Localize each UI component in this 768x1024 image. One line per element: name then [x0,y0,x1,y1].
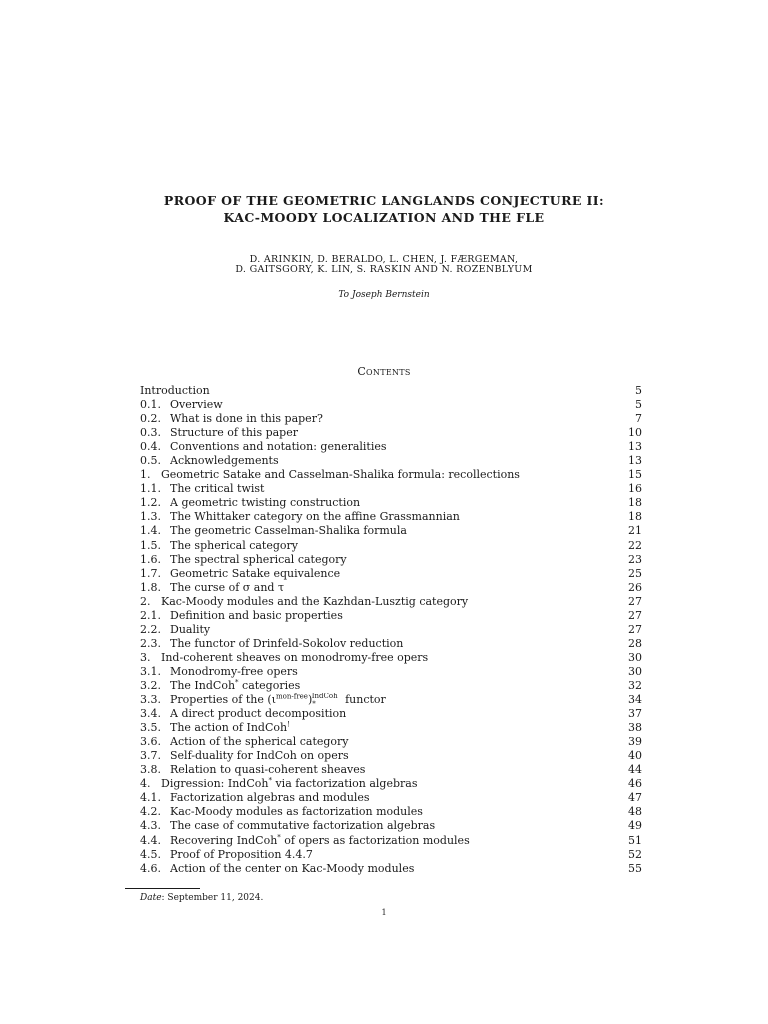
authors-line-1: D. ARINKIN, D. BERALDO, L. CHEN, J. FÆRGEMAN, [249,254,519,265]
toc-entry[interactable] [140,679,642,693]
toc-entry-page: 47 [628,791,642,805]
toc-entry-number: 3. [140,650,151,664]
toc-entry-title: Monodromy-free opers [170,664,298,678]
toc-entry[interactable] [140,763,642,777]
toc-entry-title: The critical twist [170,482,265,496]
toc-entry[interactable] [140,777,642,791]
toc-entry[interactable] [140,637,642,651]
toc-entry[interactable] [140,595,642,609]
toc-title-part: mon-free [276,693,308,701]
toc-entry-title: The spectral spherical category [170,552,347,566]
toc-entry-page: 34 [628,693,642,707]
toc-title-part: functor [341,693,386,707]
toc-entry-page: 27 [628,622,642,636]
toc-entry-page: 13 [628,440,642,454]
toc-entry-page: 30 [628,650,642,664]
toc-title-part: * [235,678,239,687]
toc-entry-title: Kac-Moody modules as factorization modules [170,805,423,819]
toc-entry-number: 4. [140,777,151,791]
toc-entry-page: 23 [628,552,642,566]
toc-entry-page: 27 [628,594,642,608]
toc-entry[interactable] [140,834,642,848]
toc-entry-number: 1.2. [140,496,161,510]
toc-entry-title: Overview [170,398,223,412]
dedication: To Joseph Bernstein [338,290,430,300]
toc-entry-title [161,777,612,791]
toc-entry-number: 4.5. [140,847,161,861]
toc-entry-title: The case of commutative factorization algebras [170,819,436,833]
toc-entry-page: 32 [628,678,642,692]
toc-entry-page: 22 [628,538,642,552]
toc-entry-number: 1.7. [140,566,161,580]
toc-entry-number: 4.4. [140,833,161,847]
toc-entry-number: 2.3. [140,636,161,650]
toc-entry[interactable] [140,693,642,707]
toc-entry-page: 25 [628,566,642,580]
toc-entry-number: 0.1. [140,398,161,412]
toc-entry-number: 3.7. [140,749,161,763]
toc-entry[interactable] [140,496,642,510]
toc-entry[interactable] [140,623,642,637]
toc-entry-number: 1.3. [140,510,161,524]
toc-entry-title: A direct product decomposition [170,707,347,721]
toc-title-part: * [312,700,316,708]
toc-title-part: Recovering IndCoh [170,833,278,847]
toc-entry-page: 13 [628,454,642,468]
toc-entry-number: 4.2. [140,805,161,819]
toc-title-part: The action of IndCoh [170,721,288,735]
toc-entry[interactable] [140,567,642,581]
toc-entry-number: 2. [140,594,151,608]
toc-entry-number: 0.2. [140,412,161,426]
toc-entry-number: 3.2. [140,678,161,692]
footnote-date [140,893,263,903]
toc-entry-title: What is done in this paper? [170,412,323,426]
toc-entry[interactable] [140,524,642,538]
toc-entry-title: Geometric Satake equivalence [170,566,341,580]
toc-entry-page: 18 [628,496,642,510]
footnote-text: : September 11, 2024. [161,893,264,903]
toc-entry[interactable] [140,468,642,482]
toc-entry[interactable] [140,791,642,805]
toc-entry[interactable] [140,539,642,553]
toc-entry-title: Structure of this paper [170,426,298,440]
authors-line-2: D. GAITSGORY, K. LIN, S. RASKIN AND N. ROZENBLYUM [235,264,533,275]
toc-entry[interactable] [140,581,642,595]
toc-title-part: * [277,833,281,841]
toc-entry-title: The Whittaker category on the affine Grassmannian [170,510,460,524]
toc-entry[interactable] [140,398,642,412]
toc-entry-title: Definition and basic properties [170,608,343,622]
toc-entry-title: Acknowledgements [170,454,279,468]
contents-heading: Contents [357,365,411,378]
toc-entry-number: 4.1. [140,791,161,805]
toc-entry-page: 28 [628,636,642,650]
toc-entry-number: 1.6. [140,552,161,566]
toc-entry-page: 27 [628,608,642,622]
toc-entry-number: 3.6. [140,735,161,749]
toc-entry[interactable] [140,819,642,833]
toc-entry-page: 21 [628,524,642,538]
toc-entry[interactable] [140,862,642,876]
toc-entry-number: 3.8. [140,763,161,777]
toc-entry-number: 2.1. [140,608,161,622]
toc-entry-number: 0.4. [140,440,161,454]
toc-entry-page: 26 [628,580,642,594]
toc-entry-page: 49 [628,819,642,833]
toc-entry-title: Factorization algebras and modules [170,791,370,805]
toc-entry[interactable] [140,412,642,426]
toc-entry-page: 55 [628,861,642,875]
toc-entry-page: 44 [628,763,642,777]
toc-entry-number: 3.5. [140,721,161,735]
toc-entry-number: 3.4. [140,707,161,721]
toc-title-part: Digression: IndCoh [161,777,269,791]
toc-entry[interactable] [140,454,642,468]
toc-title-part: Properties of the (ι [170,693,276,707]
paper-title-line-2: KAC-MOODY LOCALIZATION AND THE FLE [223,210,545,225]
toc-entry-page: 39 [628,735,642,749]
toc-entry[interactable] [140,721,642,735]
toc-entry-title: The geometric Casselman-Shalika formula [170,524,407,538]
toc-entry-page: 48 [628,805,642,819]
toc-title-part: via factorization algebras [271,777,418,791]
toc-entry-title: Ind-coherent sheaves on monodromy-free opers [161,650,429,664]
toc-entry-title [170,679,612,693]
toc-title-part: categories [238,678,301,692]
toc-entry[interactable] [140,651,642,665]
toc-entry-title: Action of the spherical category [170,735,349,749]
toc-entry-title: Action of the center on Kac-Moody modules [170,861,415,875]
toc-entry-number: 1.4. [140,524,161,538]
toc-entry-number: 4.6. [140,861,161,875]
toc-entry-number: 1.1. [140,482,161,496]
toc-entry-page: 5 [635,398,642,412]
toc-entry-number: 2.2. [140,622,161,636]
toc-entry-title: Relation to quasi-coherent sheaves [170,763,366,777]
toc-entry-page: 30 [628,664,642,678]
toc-entry-page: 18 [628,510,642,524]
toc-entry-page: 37 [628,707,642,721]
toc-title-part: The IndCoh [170,678,236,692]
toc-entry-page: 52 [628,847,642,861]
toc-entry-number: 1.8. [140,580,161,594]
toc-entry-title: A geometric twisting construction [170,496,361,510]
toc-entry-title [170,693,612,707]
toc-entry-page: 40 [628,749,642,763]
toc-entry-number: 3.1. [140,664,161,678]
toc-entry[interactable] [140,426,642,440]
toc-entry-number: 1. [140,468,151,482]
toc-entry-number: 4.3. [140,819,161,833]
toc-entry[interactable] [140,805,642,819]
toc-entry-number: 1.5. [140,538,161,552]
toc-entry[interactable] [140,510,642,524]
toc-entry-title: Geometric Satake and Casselman-Shalika formula: recollections [161,468,520,482]
toc-entry-title: The functor of Drinfeld-Sokolov reduction [170,636,404,650]
toc-entry-title: Self-duality for IndCoh on opers [170,749,349,763]
table-of-contents [140,384,642,876]
toc-entry-title: Duality [170,622,211,636]
footnote-rule [125,888,200,889]
toc-title-part: * [268,777,272,785]
toc-entry[interactable] [140,609,642,623]
toc-title-part: ! [287,721,290,729]
toc-entry[interactable] [140,482,642,496]
toc-entry-page: 16 [628,482,642,496]
toc-entry[interactable] [140,848,642,862]
toc-entry-title: Kac-Moody modules and the Kazhdan-Lusztig category [161,594,469,608]
toc-entry[interactable] [140,665,642,679]
toc-entry[interactable] [140,707,642,721]
toc-entry-title [170,721,612,735]
toc-entry-title: The spherical category [170,538,299,552]
toc-title-part: IndCoh [311,693,338,701]
toc-entry-title [170,834,612,848]
paper-title-line-1: PROOF OF THE GEOMETRIC LANGLANDS CONJECTURE II: [163,193,605,208]
toc-entry[interactable] [140,735,642,749]
toc-entry-page: 38 [628,721,642,735]
toc-entry-title: Introduction [140,384,210,397]
toc-entry-title: Conventions and notation: generalities [170,440,387,454]
toc-entry-number: 0.5. [140,454,161,468]
page-number: 1 [381,908,387,917]
toc-entry-page: 10 [628,426,642,440]
toc-entry-page: 5 [635,384,642,397]
toc-title-part: ) [307,693,313,707]
toc-entry-number: 0.3. [140,426,161,440]
footnote-label: Date [140,893,162,903]
toc-entry-page: 7 [635,412,642,426]
toc-entry[interactable] [140,440,642,454]
toc-entry-page: 51 [628,833,642,847]
toc-entry-page: 15 [628,468,642,482]
toc-entry[interactable] [140,384,642,398]
toc-entry-number: 3.3. [140,693,161,707]
toc-entry[interactable] [140,749,642,763]
toc-entry-title: Proof of Proposition 4.4.7 [170,847,313,861]
toc-title-part: of opers as factorization modules [280,833,470,847]
toc-entry-page: 46 [628,777,642,791]
toc-entry[interactable] [140,553,642,567]
toc-entry-title: The curse of σ and τ [170,580,285,594]
